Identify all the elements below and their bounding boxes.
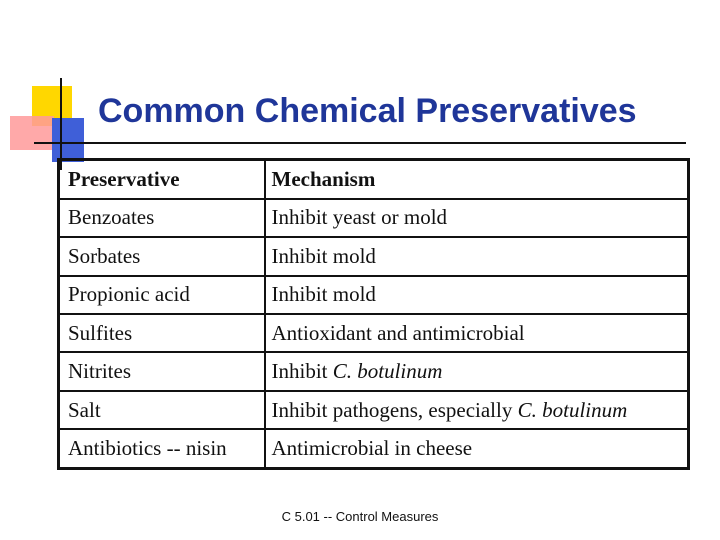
slide-footer: C 5.01 -- Control Measures xyxy=(281,509,439,524)
header-preservative: Preservative xyxy=(59,160,265,199)
cell-preservative: Sorbates xyxy=(59,237,265,275)
mechanism-text: Inhibit yeast or mold xyxy=(271,205,448,230)
header-mechanism: Mechanism xyxy=(265,160,689,199)
slide-title: Common Chemical Preservatives xyxy=(98,92,637,130)
cell-preservative: Propionic acid xyxy=(59,276,265,314)
mechanism-text: Inhibit mold xyxy=(271,243,376,268)
table-row xyxy=(59,237,689,275)
cell-mechanism xyxy=(265,429,689,468)
cell-mechanism xyxy=(265,276,689,314)
cell-mechanism xyxy=(265,352,689,390)
cell-preservative: Salt xyxy=(59,391,265,429)
mechanism-organism: C. botulinum xyxy=(517,397,628,422)
preservatives-table xyxy=(57,158,690,470)
cell-mechanism xyxy=(265,391,689,429)
decorative-red-square xyxy=(10,116,54,150)
table-row xyxy=(59,352,689,390)
cell-preservative: Antibiotics -- nisin xyxy=(68,436,227,461)
mechanism-text: Inhibit mold xyxy=(271,282,376,307)
cell-preservative: Nitrites xyxy=(59,352,265,390)
table-row xyxy=(59,391,689,429)
mechanism-text: Inhibit pathogens, especially xyxy=(271,397,518,422)
table-row xyxy=(59,276,689,314)
cell-mechanism xyxy=(265,237,689,275)
table-row xyxy=(59,314,689,352)
table-row xyxy=(59,199,689,237)
table-header-row xyxy=(59,160,689,199)
title-underline xyxy=(34,142,686,144)
mechanism-text: Inhibit xyxy=(271,359,333,384)
decorative-vertical-line xyxy=(60,78,62,170)
mechanism-text: Antioxidant and antimicrobial xyxy=(271,320,525,345)
cell-preservative: Sulfites xyxy=(59,314,265,352)
cell-preservative: Benzoates xyxy=(59,199,265,237)
mechanism-organism: C. botulinum xyxy=(332,359,443,384)
decorative-blue-square xyxy=(52,118,84,162)
table xyxy=(57,158,690,470)
table-row xyxy=(59,429,689,468)
cell-mechanism xyxy=(265,314,689,352)
cell-mechanism xyxy=(265,199,689,237)
mechanism-text: Antimicrobial in cheese xyxy=(271,436,473,461)
